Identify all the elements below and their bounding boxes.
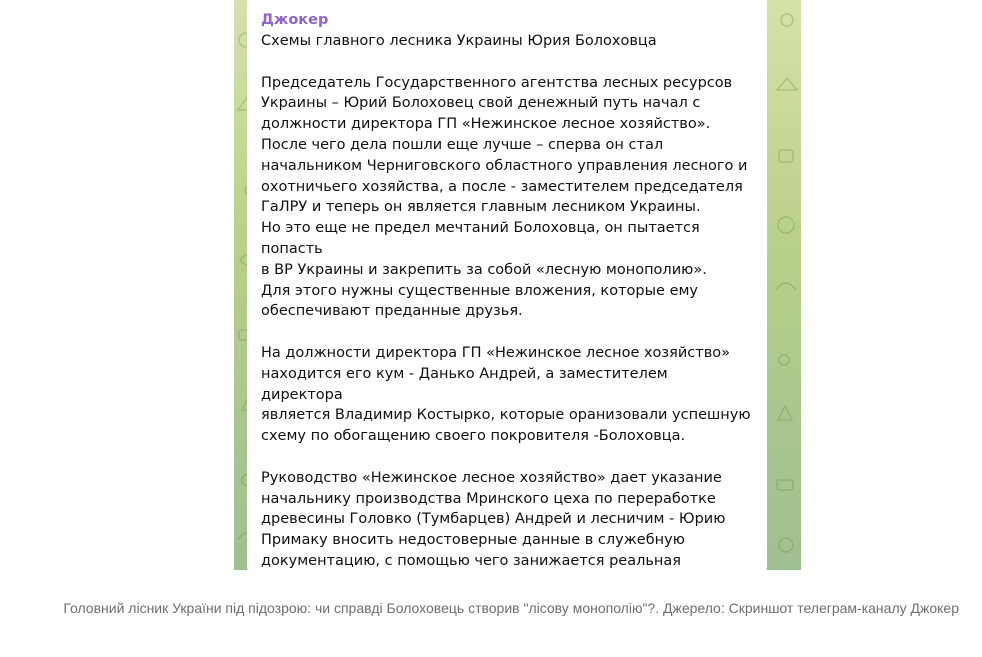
telegram-screenshot [234,0,801,570]
image-caption: Головний лісник України під підозрою: чи справді Болоховець створив "лісову монополію"?. Джерело: Скриншот телеграм-каналу Джокер [63,600,959,616]
message-text: Схемы главного лесника Украины Юрия Болоховца Председатель Государственного агентства лесных ресурсов Украины – Юрий Болоховец свой денежный путь начал с должности директора ГП «Нежинское лесное хозяйство». После чего дела пошли еще лучше – сперва он стал начальником Черниговского областного управления лесного и охотничьего хозяйства, а после - заместителем председателя ГаЛРУ и теперь он является главным лесником Украины. Но это еще не предел мечтаний Болоховца, он пытается попасть в ВР Украины и закрепить за собой «лесную монополию». Для этого нужны существенные вложения, которые ему обеспечивают преданные друзья. На должности директора ГП «Нежинское лесное хозяйство» находится его кум - Данько Андрей, а заместителем директора является Владимир Костырко, которые оранизовали успешную схему по обогащению своего покровителя -Болоховца. Руководство «Нежинское лесное хозяйство» дает указание начальнику производства Мринского цеха по переработке древесины Головко (Тумбарцев) Андрей и лесничим - Юрию Примаку вносить недостоверные данные в служебную документацию, с помощью чего занижается реальная [261,33,751,569]
message-bubble [247,0,767,570]
message-sender[interactable]: Джокер [261,12,329,28]
